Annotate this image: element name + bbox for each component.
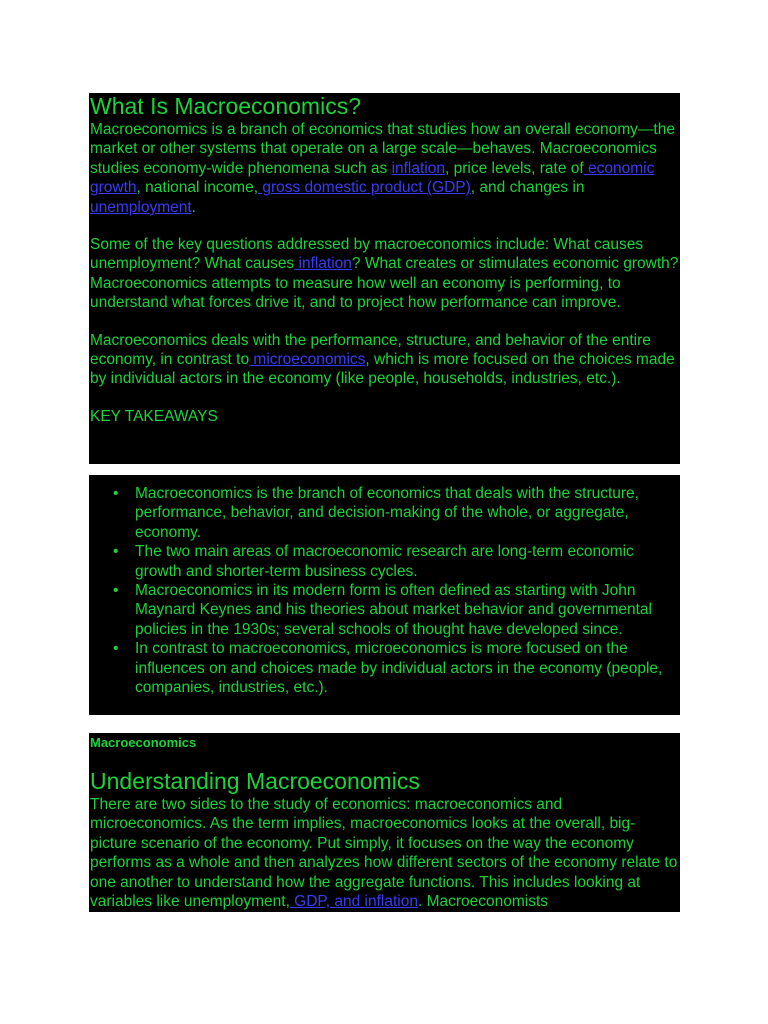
takeaway-item: [89, 639, 680, 697]
takeaway-item: [89, 484, 680, 542]
takeaways-list: [89, 484, 680, 697]
section-title: Understanding Macroeconomics: [90, 768, 420, 794]
takeaway-text: Macroeconomics in its modern form is often defined as starting with John Maynard Keynes and his theories about market behavior and governmental policies in the 1930s; several schools of thought have developed since.: [135, 582, 652, 638]
paragraph-key-questions: Some of the key questions addressed by macroeconomics include: What causes unemployment? What causes inflation? What creates or stimulates economic growth? Macroeconomics attempts to measure how well an economy is performing, to understand what forces drive it, and to project how performance can improve.: [90, 236, 679, 312]
takeaway-text: Macroeconomics is the branch of economics that deals with the structure, performance, behavior, and decision-making of the whole, or aggregate, economy.: [135, 485, 639, 541]
paragraph-two-sides: There are two sides to the study of economics: macroeconomics and microeconomics. As the term implies, macroeconomics looks at the overall, big-picture scenario of the economy. Put simply, it focuses on the way the economy performs as a whole and then analyzes how different sectors of the economy relate to one another to understand how the aggregate functions. This includes looking at variables like unemployment, GDP, and inflation. Macroeconomists: [90, 796, 678, 911]
bullet-icon: •: [113, 485, 119, 502]
bullet-icon: •: [113, 582, 119, 600]
takeaway-text: The two main areas of macroeconomic research are long-term economic growth and shorter-term business cycles.: [135, 543, 634, 580]
link-gdp[interactable]: gross domestic product (GDP): [258, 179, 471, 197]
bullet-icon: •: [113, 640, 119, 658]
section-label: Macroeconomics: [90, 735, 197, 750]
link-gdp-inflation[interactable]: GDP, and inflation: [289, 893, 418, 911]
link-inflation-2[interactable]: inflation: [294, 255, 352, 273]
takeaway-item: [89, 542, 680, 581]
page-title: What Is Macroeconomics?: [90, 93, 361, 119]
takeaway-text: In contrast to macroeconomics, microeconomics is more focused on the influences on and choices made by individual actors in the economy (people, companies, industries, etc.).: [135, 640, 663, 697]
section-what-is-macroeconomics: [89, 93, 680, 464]
link-microeconomics[interactable]: microeconomics: [249, 351, 366, 369]
link-unemployment[interactable]: unemployment: [90, 198, 192, 216]
paragraph-definition: Macroeconomics is a branch of economics that studies how an overall economy—the market or other systems that operate on a large scale—behaves. Macroeconomics studies economy-wide phenomena such as inflation, price levels, rate of economic growth, national income, gross domestic product (GDP), and changes in unemployment.: [90, 121, 675, 216]
paragraph-scope: Macroeconomics deals with the performance, structure, and behavior of the entire economy, in contrast to microeconomics, which is more focused on the choices made by individual actors in the economy (like people, households, industries, etc.).: [90, 331, 675, 388]
link-inflation[interactable]: inflation: [391, 159, 445, 177]
bullet-icon: •: [113, 543, 119, 561]
key-takeaways-list: [89, 475, 680, 715]
link-economic-growth[interactable]: economic growth: [90, 159, 655, 197]
key-takeaways-heading: KEY TAKEAWAYS: [90, 407, 218, 425]
takeaway-item: [89, 581, 680, 639]
section-understanding-macroeconomics: [89, 733, 680, 912]
